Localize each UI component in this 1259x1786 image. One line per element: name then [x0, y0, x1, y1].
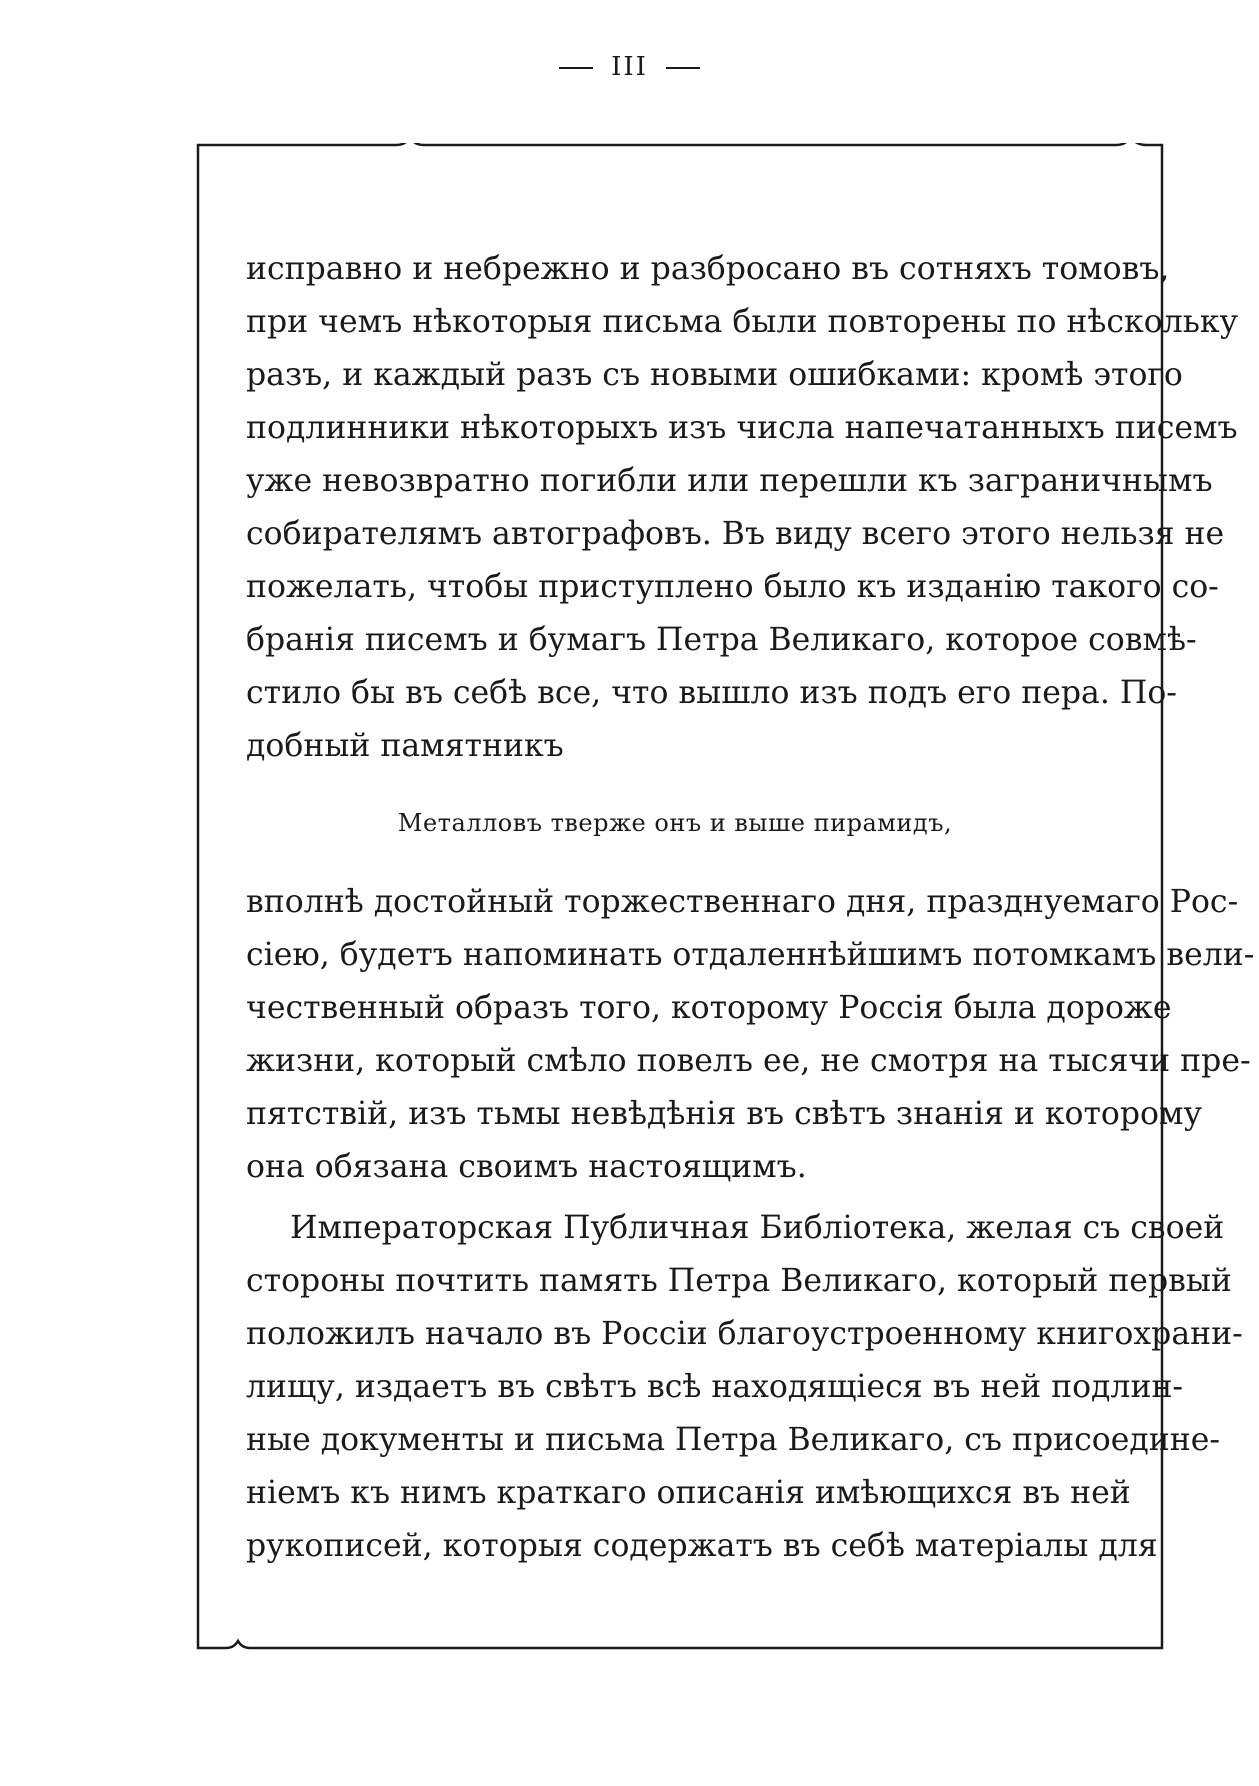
- text-line: стило бы въ себѣ все, что вышло изъ подъ его пера. По-: [246, 675, 1177, 711]
- text-line: лищу, издаетъ въ свѣтъ всѣ находящіеся въ ней подлин-: [246, 1369, 1184, 1405]
- text-line: подлинники нѣкоторыхъ изъ числа напечатанныхъ писемъ: [246, 410, 1238, 446]
- text-line: разъ, и каждый разъ съ новыми ошибками: кромѣ этого: [246, 357, 1183, 393]
- verse-quote: Металловъ тверже онъ и выше пирамидъ,: [397, 809, 953, 837]
- body-text: [246, 243, 1255, 1573]
- text-line: положилъ начало въ Россіи благоустроенному книгохрани-: [246, 1316, 1243, 1352]
- text-line: пожелать, чтобы приступлено было къ изданію такого со-: [246, 569, 1219, 605]
- text-line: пятствій, изъ тьмы невѣдѣнія въ свѣтъ знанія и которому: [246, 1096, 1203, 1132]
- header-right-rule: [666, 67, 700, 69]
- text-line: бранія писемъ и бумагъ Петра Великаго, которое совмѣ-: [246, 622, 1197, 658]
- text-line: при чемъ нѣкоторыя письма были повторены по нѣскольку: [246, 304, 1239, 340]
- paragraph-gap: [246, 1194, 1104, 1202]
- page-header: [0, 52, 1259, 82]
- text-line: стороны почтить память Петра Великаго, который первый: [246, 1263, 1232, 1299]
- text-line: она обязана своимъ настоящимъ.: [246, 1149, 807, 1185]
- text-line: жизни, который смѣло повелъ ее, не смотря на тысячи пре-: [246, 1043, 1251, 1079]
- header-left-rule: [559, 67, 593, 69]
- text-line: уже невозвратно погибли или перешли къ заграничнымъ: [246, 463, 1213, 499]
- text-line: ніемъ къ нимъ краткаго описанія имѣющихся въ ней: [246, 1475, 1131, 1511]
- text-line: собирателямъ автографовъ. Въ виду всего этого нельзя не: [246, 516, 1225, 552]
- text-line: вполнѣ достойный торжественнаго дня, празднуемаго Рос-: [246, 884, 1239, 920]
- text-line: сіею, будетъ напоминать отдаленнѣйшимъ потомкамъ вели-: [246, 937, 1255, 973]
- page-number: III: [611, 52, 648, 82]
- text-line: исправно и небрежно и разбросано въ сотняхъ томовъ,: [246, 251, 1170, 287]
- text-line: рукописей, которыя содержатъ въ себѣ матеріалы для: [246, 1528, 1158, 1564]
- text-line: чественный образъ того, которому Россія была дороже: [246, 990, 1172, 1026]
- text-line: Императорская Публичная Библіотека, желая съ своей: [290, 1210, 1225, 1246]
- text-line: ные документы и письма Петра Великаго, съ присоедине-: [246, 1422, 1221, 1458]
- text-line: добный памятникъ: [246, 728, 564, 764]
